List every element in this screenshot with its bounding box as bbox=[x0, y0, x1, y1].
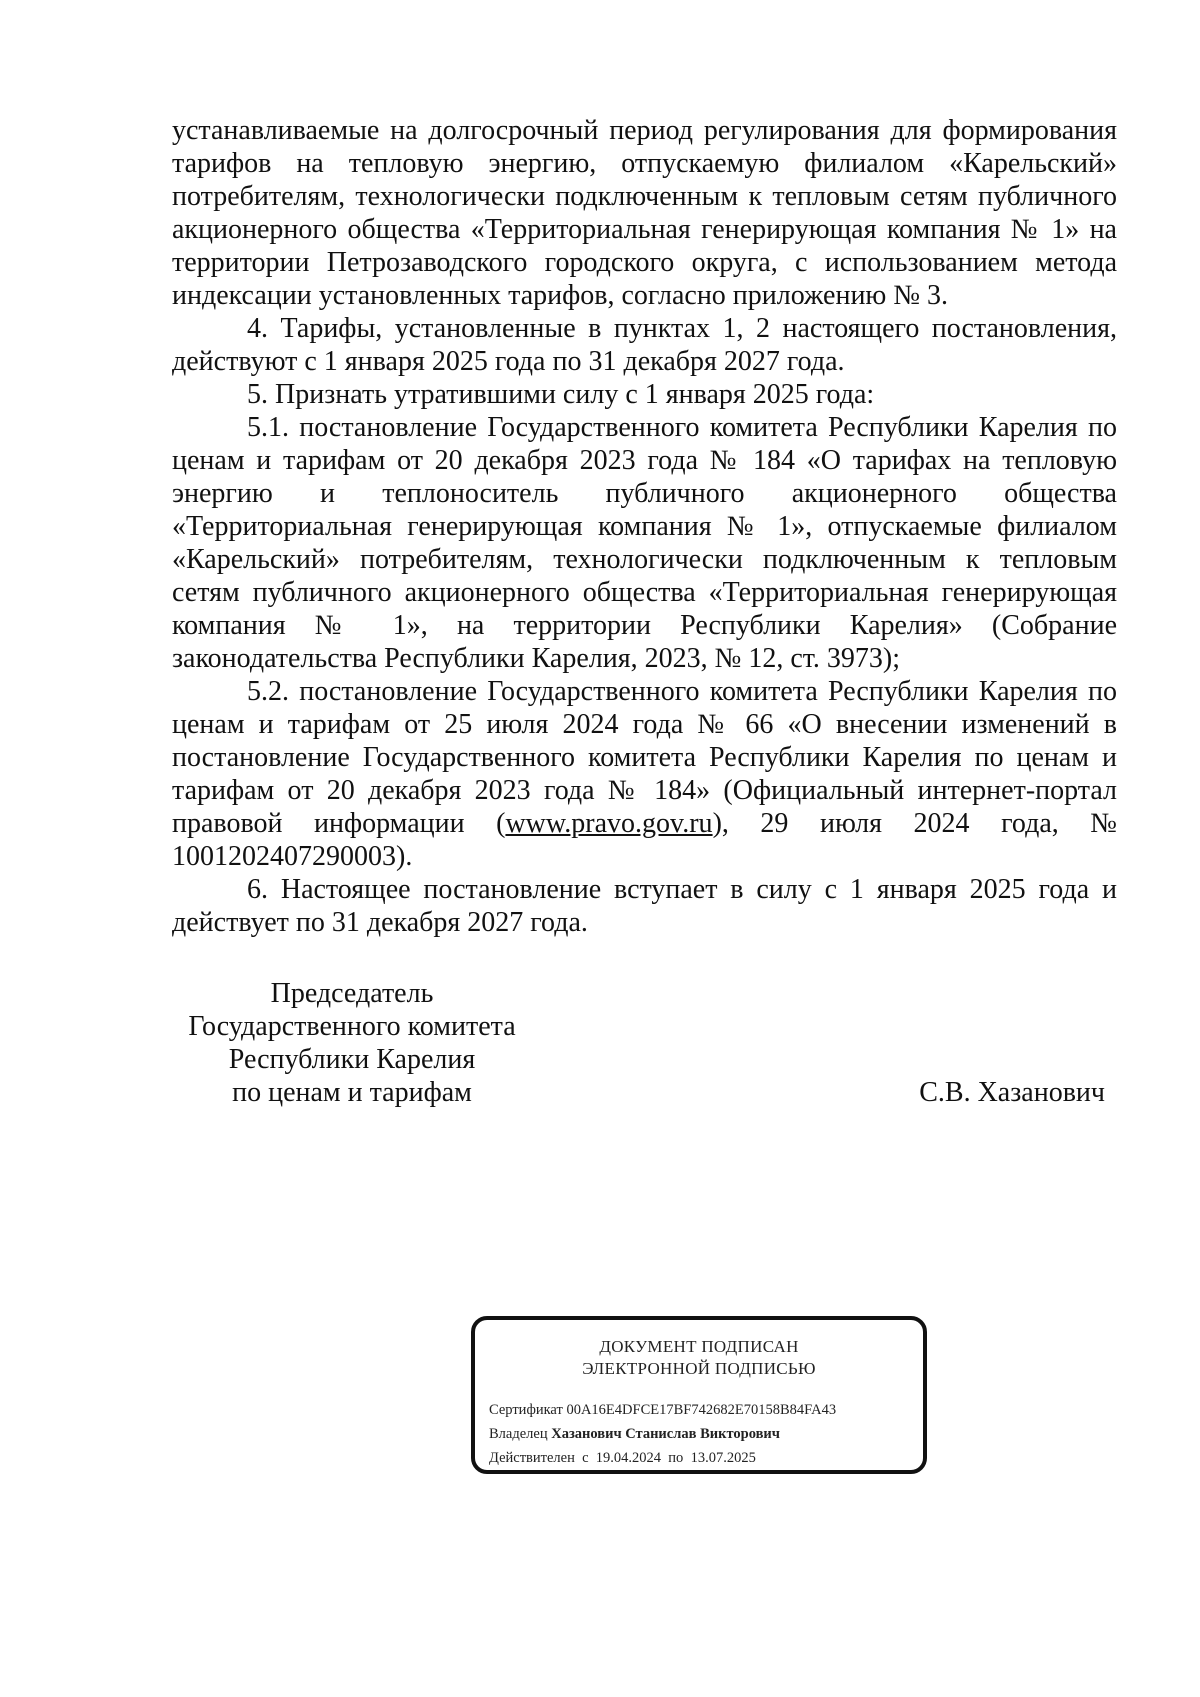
paragraph-5-2-tail: ), 29 июля 2024 года, № 1001202407290003). bbox=[172, 808, 1118, 872]
signatory-position-line: Председатель bbox=[270, 978, 434, 1009]
paragraph-6: 6. Настоящее постановление вступает в силу с 1 января 2025 года и действует по 31 декабря 2027 года. bbox=[172, 874, 1117, 938]
valid-from-word: с bbox=[582, 1450, 589, 1466]
signatory-position-line: Республики Карелия bbox=[228, 1044, 476, 1075]
electronic-signature-stamp bbox=[471, 1316, 927, 1474]
signatory-position-line: Государственного комитета bbox=[188, 1011, 516, 1042]
paragraph-5-2-text: 5.2. постановление Государственного комитета Республики Карелия по ценам и тарифам от 25 июля 2024 года № 66 «О внесении изменений в постановление Государственного комитета Республики Карелия по ценам и тарифам от 20 декабря 2023 года № 184» (Официальный интернет-портал правовой информации ( bbox=[172, 676, 1117, 839]
owner-value: Хазанович Станислав Викторович bbox=[551, 1426, 780, 1442]
paragraph-5-2 bbox=[172, 675, 1117, 873]
valid-to-word: по bbox=[668, 1450, 684, 1466]
stamp-header bbox=[475, 1336, 923, 1380]
signatory-position-line: по ценам и тарифам bbox=[232, 1077, 472, 1108]
stamp-validity-line bbox=[489, 1446, 836, 1470]
stamp-header-line: ЭЛЕКТРОННОЙ ПОДПИСЬЮ bbox=[582, 1359, 816, 1378]
stamp-certificate-line bbox=[489, 1398, 836, 1422]
stamp-details bbox=[489, 1398, 836, 1470]
paragraph-5-1: 5.1. постановление Государственного комитета Республики Карелия по ценам и тарифам от 20 декабря 2023 года № 184 «О тарифах на тепловую энергию и теплоноситель публичного акционерного общества «Территориальная генерирующая компания № 1», отпускаемые филиалом «Карельский» потребителям, технологически подключенным к тепловым сетям публичного акционерного общества «Территориальная генерирующая компания № 1», на территории Республики Карелия» (Собрание законодательства Республики Карелия, 2023, № 12, ст. 3973); bbox=[172, 412, 1117, 674]
pravo-gov-link[interactable]: www.pravo.gov.ru bbox=[505, 808, 713, 839]
paragraph-4: 4. Тарифы, установленные в пунктах 1, 2 настоящего постановления, действуют с 1 января 2025 года по 31 декабря 2027 года. bbox=[172, 313, 1117, 377]
valid-to-date: 13.07.2025 bbox=[690, 1450, 756, 1466]
stamp-owner-line bbox=[489, 1422, 836, 1446]
paragraph-3-continuation: устанавливаемые на долгосрочный период регулирования для формирования тарифов на тепловую энергию, отпускаемую филиалом «Карельский» потребителям, технологически подключенным к тепловым сетям публичного акционерного общества «Территориальная генерирующая компания № 1» на территории Петрозаводского городского округа, с использованием метода индексации установленных тарифов, согласно приложению № 3. bbox=[172, 115, 1117, 311]
paragraph-5: 5. Признать утратившими силу с 1 января 2025 года: bbox=[247, 379, 875, 410]
stamp-header-line: ДОКУМЕНТ ПОДПИСАН bbox=[599, 1337, 799, 1356]
valid-label: Действителен bbox=[489, 1450, 575, 1466]
certificate-value: 00A16E4DFCE17BF742682E70158B84FA43 bbox=[566, 1402, 837, 1418]
valid-from-date: 19.04.2024 bbox=[595, 1450, 662, 1466]
signatory-position bbox=[172, 977, 532, 1109]
signatory-name: С.В. Хазанович bbox=[919, 1077, 1105, 1108]
document-body bbox=[172, 114, 1117, 939]
certificate-label: Сертификат bbox=[489, 1402, 563, 1418]
owner-label: Владелец bbox=[489, 1426, 548, 1442]
